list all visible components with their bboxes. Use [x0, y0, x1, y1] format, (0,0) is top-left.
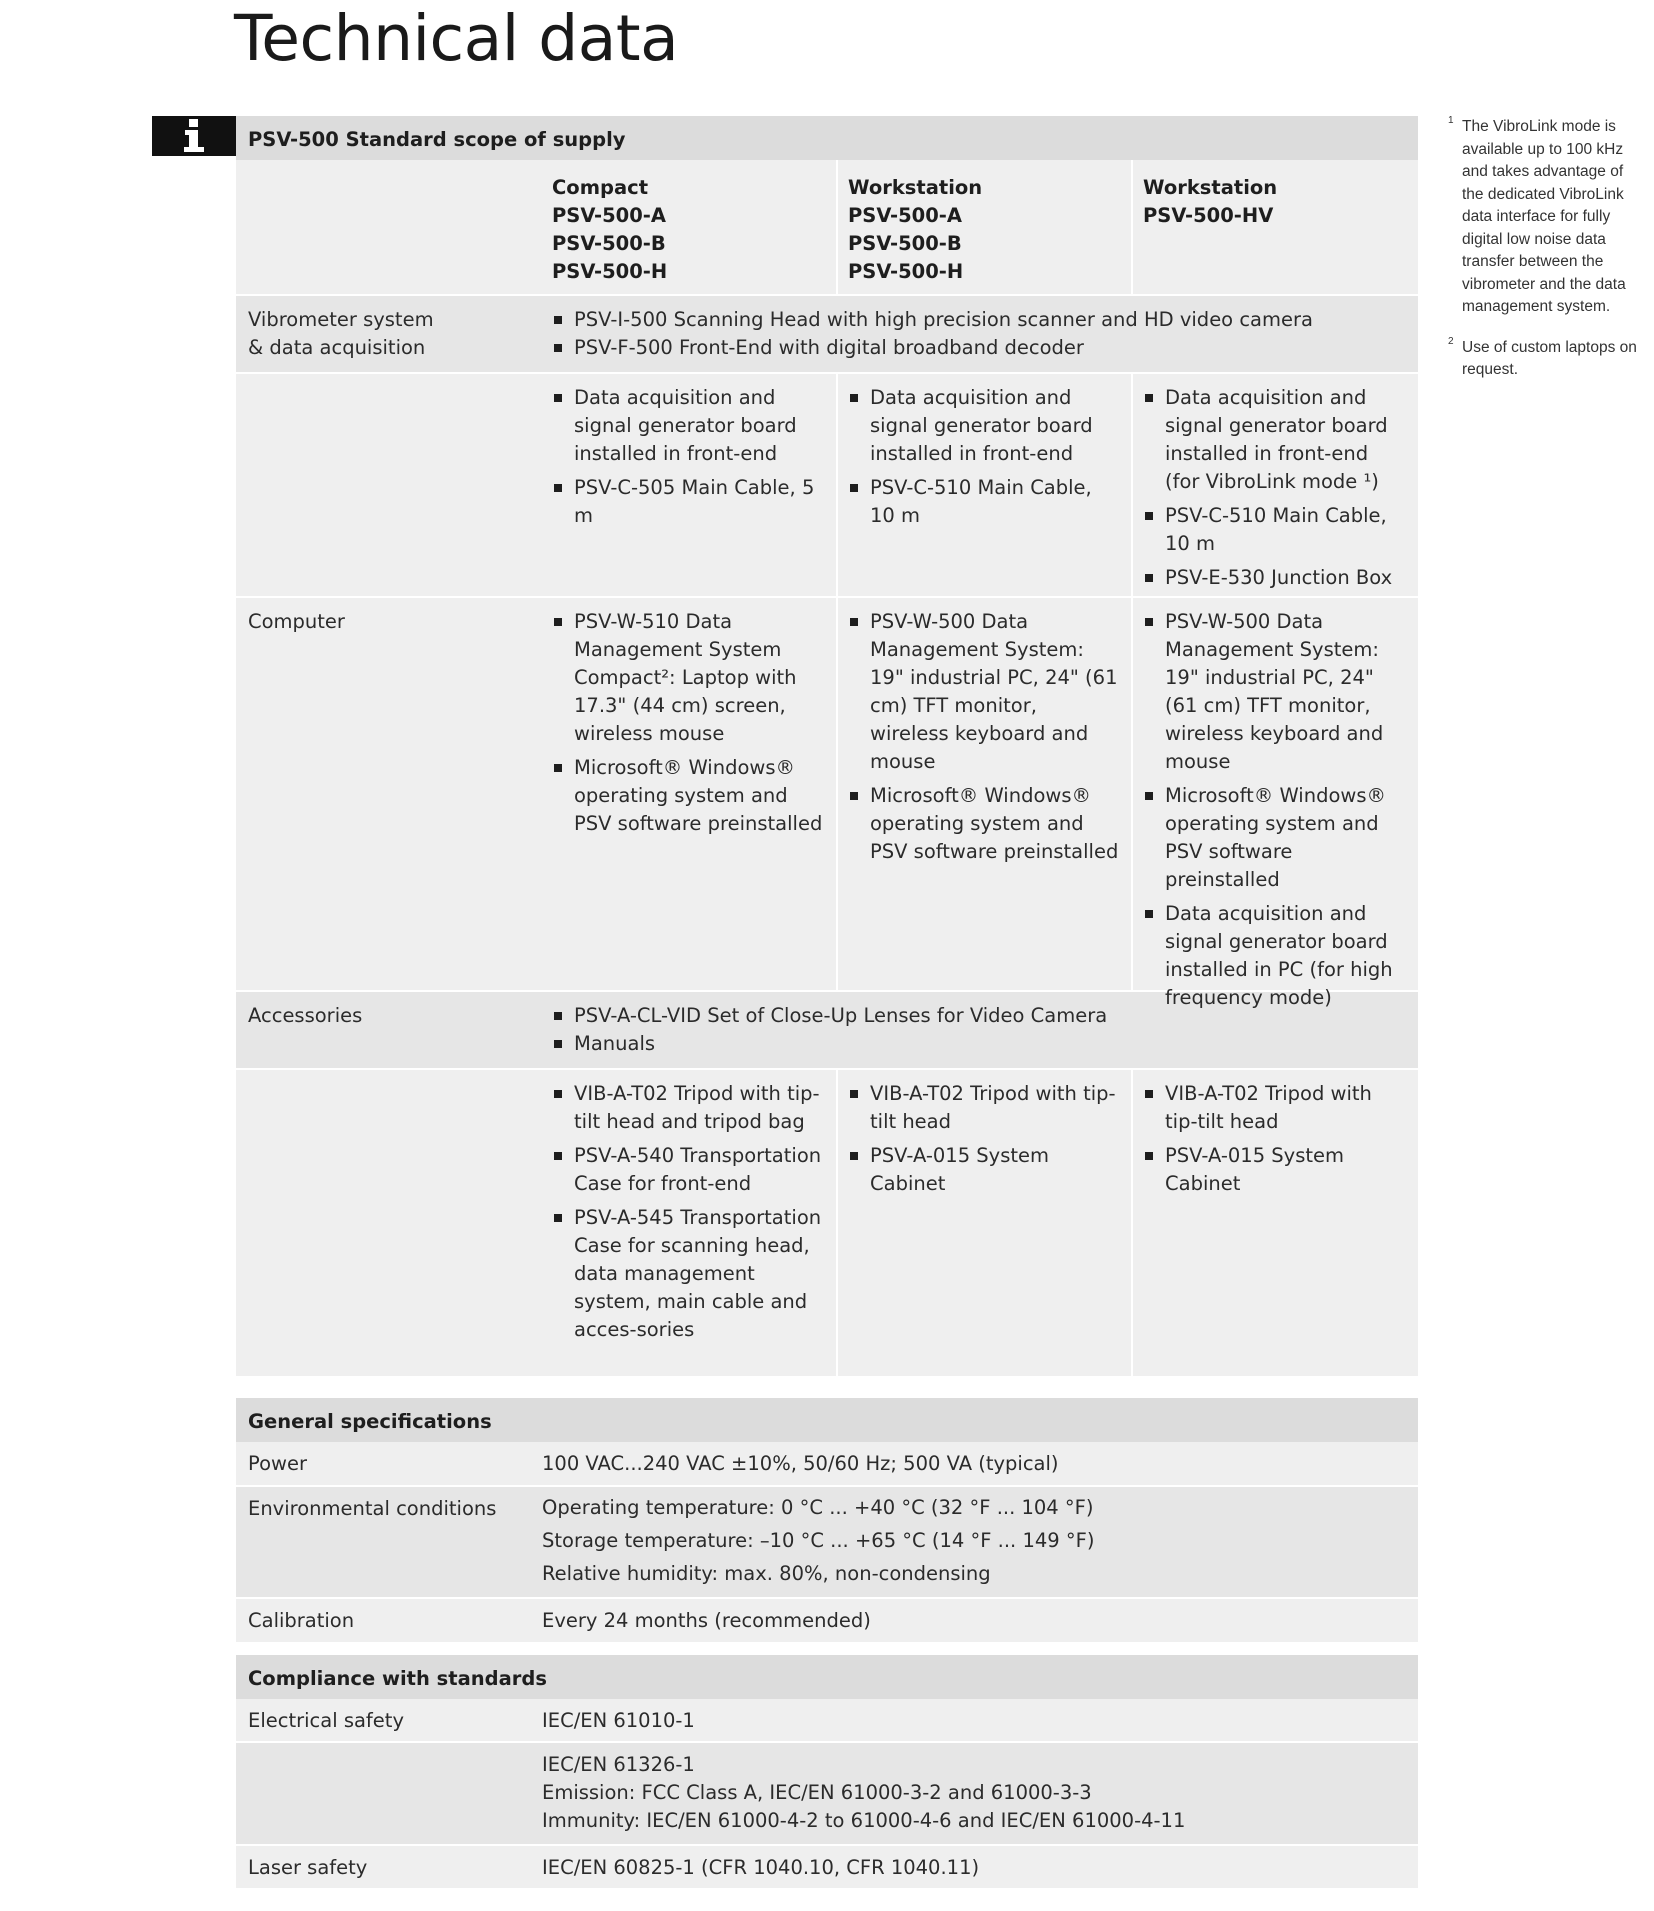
computer-row — [236, 598, 1418, 1009]
list-item: Microsoft® Windows® operating system and PSV software preinstalled — [848, 782, 1121, 866]
calibration-row — [236, 1599, 1418, 1644]
list-item: VIB-A-T02 Tripod with tip-tilt head and tripod bag — [552, 1080, 826, 1136]
list-item: Microsoft® Windows® operating system and PSV software preinstalled — [1143, 782, 1408, 894]
list-item: PSV-W-500 Data Management System: 19" industrial PC, 24" (61 cm) TFT monitor, wireless keyboard and mouse — [848, 608, 1121, 776]
empty-cell — [236, 1070, 542, 1376]
list-item: Data acquisition and signal generator board installed in front-end — [848, 384, 1121, 468]
row-label: Power — [248, 1452, 307, 1475]
workstation-cell — [836, 598, 1131, 990]
list-item: Data acquisition and signal generator board installed in front-end — [552, 384, 826, 468]
list-item: PSV-W-510 Data Management System Compact²: Laptop with 17.3" (44 cm) screen, wireless mouse — [552, 608, 826, 748]
model-name: PSV-500-H — [552, 260, 668, 283]
value-line: Immunity: IEC/EN 61000-4-2 to 61000-4-6 and IEC/EN 61000-4-11 — [542, 1809, 1186, 1832]
value-line: Storage temperature: –10 °C ... +65 °C (14 °F ... 149 °F) — [542, 1529, 1095, 1552]
model-name: PSV-500-H — [848, 260, 964, 283]
row-value — [542, 1442, 1418, 1485]
workstation-hv-cell — [1131, 598, 1418, 1009]
workstation-cell — [836, 1070, 1131, 1376]
workstation-hv-cell — [1131, 374, 1418, 596]
list-item: PSV-F-500 Front-End with digital broadband decoder — [552, 334, 1408, 362]
accessories-detail-row — [236, 1070, 1418, 1378]
column-workstation — [836, 160, 1131, 294]
value-line: 100 VAC...240 VAC ±10%, 50/60 Hz; 500 VA (typical) — [542, 1452, 1059, 1475]
column-name: Workstation — [848, 176, 983, 199]
accessories-common-row — [236, 992, 1418, 1070]
value-line: Relative humidity: max. 80%, non-condensing — [542, 1562, 991, 1585]
column-workstation-hv — [1131, 160, 1418, 294]
general-heading: General specifications — [236, 1398, 1418, 1442]
model-name: PSV-500-A — [552, 204, 666, 227]
list-item: PSV-A-CL-VID Set of Close-Up Lenses for Video Camera — [552, 1002, 1408, 1030]
footnote-mark: 1 — [1448, 115, 1454, 126]
compact-cell — [542, 1070, 836, 1376]
value-line: Operating temperature: 0 °C ... +40 °C (32 °F ... 104 °F) — [542, 1496, 1094, 1519]
compliance-heading: Compliance with standards — [236, 1655, 1418, 1699]
workstation-cell — [836, 374, 1131, 596]
model-name: PSV-500-B — [848, 232, 962, 255]
list-item: VIB-A-T02 Tripod with tip-tilt head — [848, 1080, 1121, 1136]
environmental-row — [236, 1487, 1418, 1599]
row-value — [542, 1743, 1418, 1844]
model-name: PSV-500-B — [552, 232, 666, 255]
list-item: PSV-I-500 Scanning Head with high precision scanner and HD video camera — [552, 306, 1408, 334]
value-line: IEC/EN 60825-1 (CFR 1040.10, CFR 1040.11) — [542, 1856, 980, 1879]
info-icon — [152, 116, 236, 156]
model-name: PSV-500-A — [848, 204, 962, 227]
laser-safety-row — [236, 1846, 1418, 1890]
list-item: PSV-W-500 Data Management System: 19" industrial PC, 24" (61 cm) TFT monitor, wireless keyboard and mouse — [1143, 608, 1408, 776]
footnote-text: The VibroLink mode is available up to 100 kHz and takes advantage of the dedicated VibroLink data interface for fully digital low noise data transfer between the vibrometer and the data management system. — [1462, 118, 1626, 315]
common-items — [542, 296, 1418, 372]
row-value — [542, 1699, 1418, 1741]
list-item: PSV-C-510 Main Cable, 10 m — [848, 474, 1121, 530]
row-label: Laser safety — [248, 1856, 368, 1879]
value-line: IEC/EN 61326-1 — [542, 1753, 695, 1776]
row-value — [542, 1599, 1418, 1642]
empty-cell — [236, 160, 542, 294]
list-item: Data acquisition and signal generator board installed in PC (for high frequency mode) — [1143, 900, 1408, 1012]
list-item: PSV-C-510 Main Cable, 10 m — [1143, 502, 1408, 558]
column-compact — [542, 160, 836, 294]
column-name: Compact — [552, 176, 649, 199]
compact-cell — [542, 598, 836, 990]
label-line: Vibrometer system — [248, 308, 434, 331]
list-item: Manuals — [552, 1030, 1408, 1058]
list-item: PSV-A-015 System Cabinet — [848, 1142, 1121, 1198]
row-label: Calibration — [248, 1609, 355, 1632]
power-row — [236, 1442, 1418, 1487]
empty-cell — [236, 1743, 542, 1844]
footnote-1 — [1448, 116, 1648, 319]
row-label: Environmental conditions — [248, 1497, 497, 1520]
column-name: Workstation — [1143, 176, 1278, 199]
info-i-glyph — [181, 119, 207, 153]
list-item: PSV-A-540 Transportation Case for front-end — [552, 1142, 826, 1198]
list-item: PSV-A-545 Transportation Case for scanning head, data management system, main cable and acces-sories — [552, 1204, 826, 1344]
list-item: PSV-E-530 Junction Box — [1143, 564, 1408, 592]
value-line: Every 24 months (recommended) — [542, 1609, 871, 1632]
electrical-safety-row — [236, 1699, 1418, 1743]
vibrometer-common-row — [236, 296, 1418, 374]
model-header-row — [236, 160, 1418, 296]
compliance-table — [236, 1655, 1418, 1890]
list-item: Data acquisition and signal generator board installed in front-end (for VibroLink mode ¹) — [1143, 384, 1408, 496]
list-item: Microsoft® Windows® operating system and PSV software preinstalled — [552, 754, 826, 838]
page-title: Technical data — [234, 2, 679, 75]
footnote-2 — [1448, 337, 1648, 382]
scope-of-supply-table — [236, 116, 1418, 1378]
list-item: PSV-C-505 Main Cable, 5 m — [552, 474, 826, 530]
row-value — [542, 1846, 1418, 1888]
list-item: VIB-A-T02 Tripod with tip-tilt head — [1143, 1080, 1408, 1136]
row-value — [542, 1487, 1418, 1597]
workstation-hv-cell — [1131, 1070, 1418, 1376]
emc-row — [236, 1743, 1418, 1846]
empty-cell — [236, 374, 542, 596]
footnote-text: Use of custom laptops on request. — [1462, 338, 1637, 378]
model-name: PSV-500-HV — [1143, 204, 1274, 227]
footnotes — [1448, 116, 1648, 400]
vibrometer-detail-row — [236, 374, 1418, 598]
row-label: Accessories — [248, 1004, 363, 1027]
footnote-mark: 2 — [1448, 335, 1454, 347]
row-label — [236, 296, 542, 372]
row-label: Electrical safety — [248, 1709, 404, 1732]
compact-cell — [542, 374, 836, 596]
common-items — [542, 992, 1418, 1068]
value-line: Emission: FCC Class A, IEC/EN 61000-3-2 and 61000-3-3 — [542, 1781, 1092, 1804]
general-specifications-table — [236, 1398, 1418, 1644]
value-line: IEC/EN 61010-1 — [542, 1709, 695, 1732]
scope-heading: PSV-500 Standard scope of supply — [236, 116, 1418, 160]
row-label: Computer — [248, 610, 345, 633]
label-line: & data acquisition — [248, 336, 426, 359]
list-item: PSV-A-015 System Cabinet — [1143, 1142, 1408, 1198]
